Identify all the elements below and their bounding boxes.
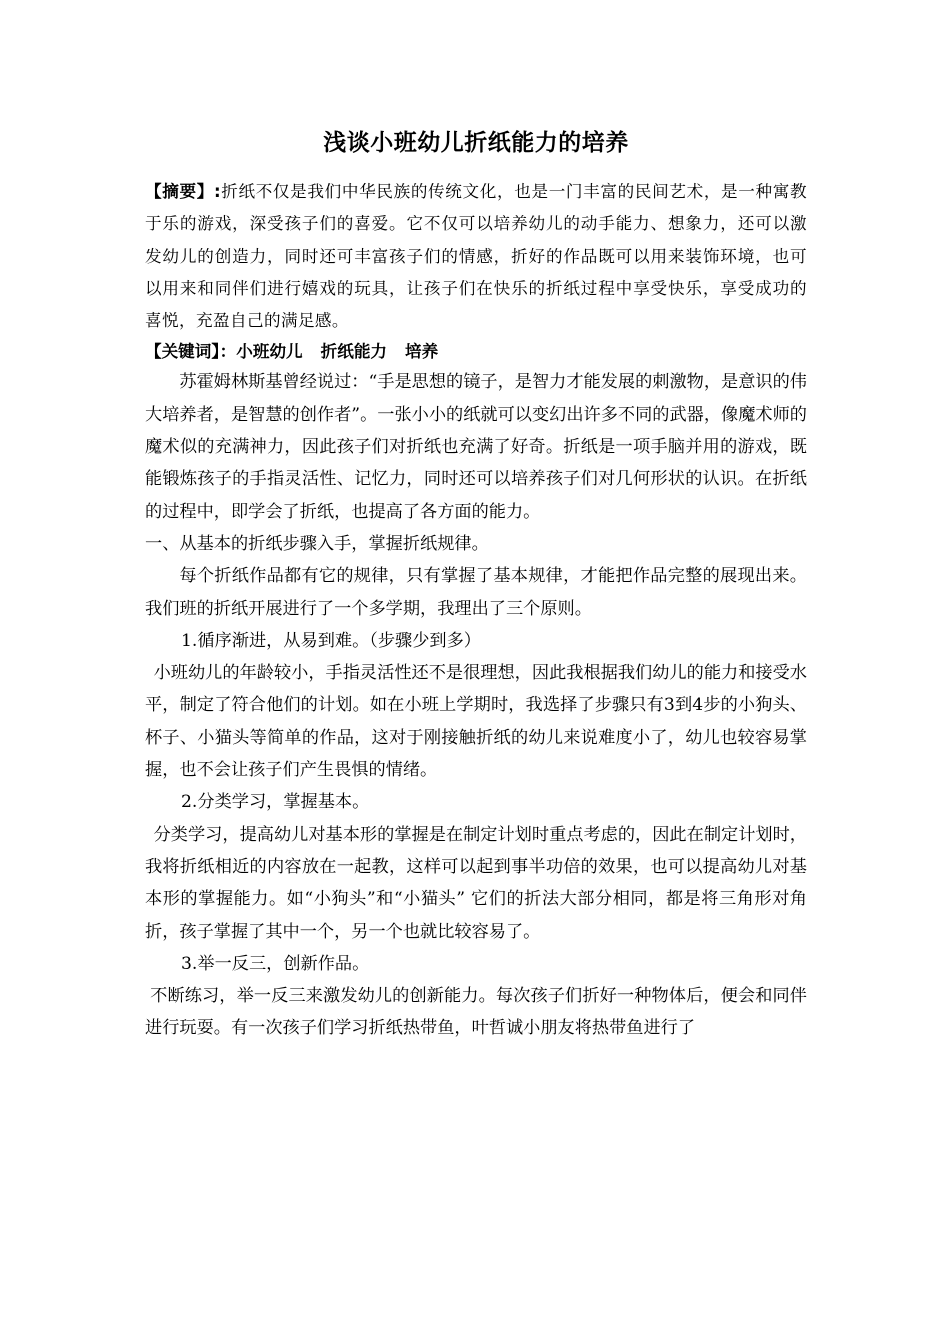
abstract-paragraph [145,176,807,337]
keyword-item: 折纸能力 [320,342,388,362]
keywords-label: 【关键词】： [145,342,237,362]
document-page [145,128,807,1045]
intro-paragraph: 苏霍姆林斯基曾经说过：“手是思想的镜子，是智力才能发展的刺激物，是意识的伟大培养者，是智慧的创作者”。一张小小的纸就可以变幻出许多不同的武器，像魔术师的魔术似的充满神力，因此孩子们对折纸也充满了好奇。折纸是一项手脑并用的游戏，既能锻炼孩子的手指灵活性、记忆力，同时还可以培养孩子们对几何形状的认识。在折纸的过程中，即学会了折纸，也提高了各方面的能力。 [145,372,807,522]
section-lead-paragraph: 每个折纸作品都有它的规律，只有掌握了基本规律，才能把作品完整的展现出来。我们班的折纸开展进行了一个多学期，我理出了三个原则。 [145,566,807,619]
keyword-item: 培养 [405,342,439,362]
abstract-text: 折纸不仅是我们中华民族的传统文化，也是一门丰富的民间艺术，是一种寓教于乐的游戏，深受孩子们的喜爱。它不仅可以培养幼儿的动手能力、想象力，还可以激发幼儿的创造力，同时还可丰富孩子们的情感，折好的作品既可以用来装饰环境，也可以用来和同伴们进行嬉戏的玩具，让孩子们在快乐的折纸过程中享受快乐，享受成功的喜悦，充盈自己的满足感。 [145,182,807,331]
document-title: 浅谈小班幼儿折纸能力的培养 [323,130,629,156]
item-2-title: 2.分类学习，掌握基本。 [181,792,370,813]
item-2-body: 分类学习，提高幼儿对基本形的掌握是在制定计划时重点考虑的，因此在制定计划时，我将折纸相近的内容放在一起教，这样可以起到事半功倍的效果，也可以提高幼儿对基本形的掌握能力。如“小狗头”和“小猫头” 它们的折法大部分相同，都是将三角形对角折，孩子掌握了其中一个，另一个也就比较容易了。 [145,824,807,942]
section-heading: 一、从基本的折纸步骤入手，掌握折纸规律。 [145,533,489,554]
abstract-label: 【摘要】: [145,182,221,201]
item-1-body: 小班幼儿的年龄较小，手指灵活性还不是很理想，因此我根据我们幼儿的能力和接受水平，制定了符合他们的计划。如在小班上学期时，我选择了步骤只有3到4步的小狗头、杯子、小猫头等简单的作品，这对于刚接触折纸的幼儿来说难度小了，幼儿也较容易掌握，也不会让孩子们产生畏惧的情绪。 [145,663,807,781]
item-1-title: 1.循序渐进，从易到难。（步骤少到多） [181,630,481,651]
item-3-body: 不断练习，举一反三来激发幼儿的创新能力。每次孩子们折好一种物体后，便会和同伴进行玩耍。有一次孩子们学习折纸热带鱼，叶哲诚小朋友将热带鱼进行了 [145,986,807,1039]
keyword-item: 小班幼儿 [236,342,303,362]
keywords-line [145,337,807,366]
item-3-title: 3.举一反三，创新作品。 [181,953,370,974]
